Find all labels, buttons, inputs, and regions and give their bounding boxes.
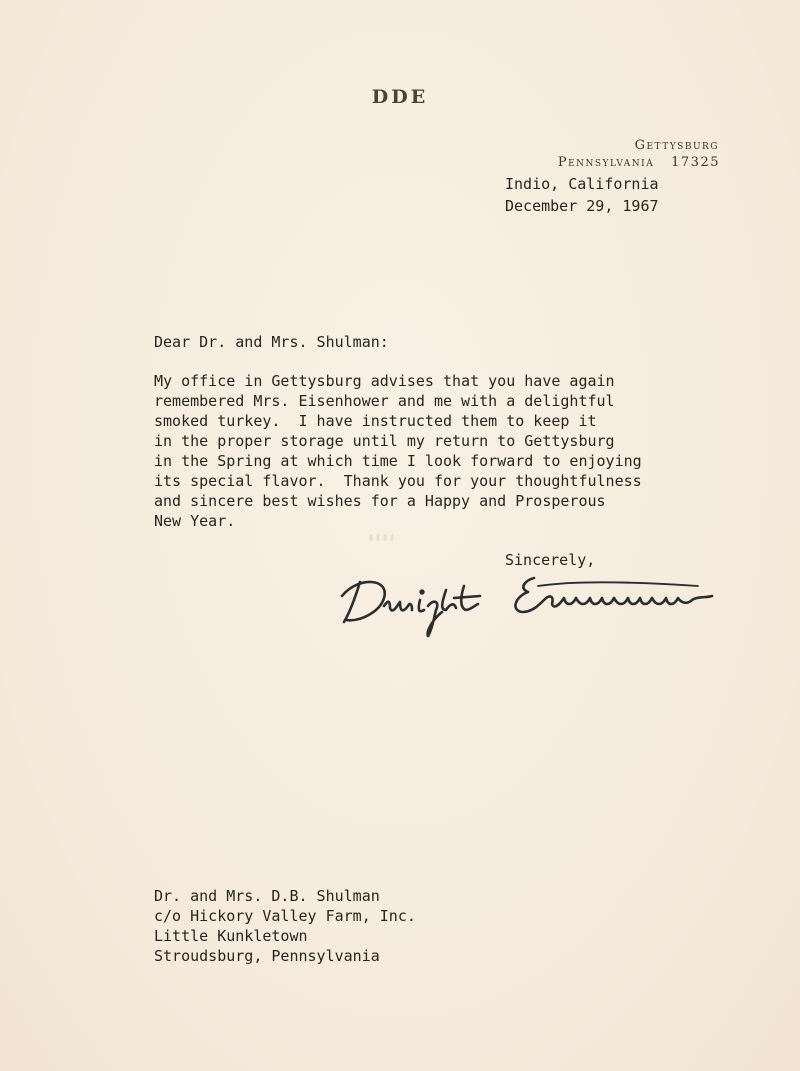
dateline-location: Indio, California [505,175,659,193]
faint-stamp-mark: ▮▮▮▮ [368,532,397,543]
dateline [505,173,659,217]
letterhead-city: Gettysburg [634,138,719,153]
closing: Sincerely, [505,551,596,569]
letterhead-state-zip [500,155,720,170]
body-line: smoked turkey. I have instructed them to keep it [154,412,597,430]
body-line: remembered Mrs. Eisenhower and me with a delightful [154,392,615,410]
body-line: My office in Gettysburg advises that you have again [154,372,615,390]
letterhead-zip: 17325 [671,155,720,170]
address-line: Dr. and Mrs. D.B. Shulman [154,887,380,905]
body-line: New Year. [154,512,236,530]
address-line: Stroudsburg, Pennsylvania [154,947,380,965]
recipient-address [154,886,416,966]
letterhead-monogram: DDE [371,86,429,108]
address-line: Little Kunkletown [154,927,308,945]
body-line: its special flavor. Thank you for your thoughtfulness [154,472,642,490]
letter-body [154,371,642,531]
letterhead-state: Pennsylvania [557,155,655,170]
body-line: and sincere best wishes for a Happy and Prosperous [154,492,606,510]
body-line: in the proper storage until my return to Gettysburg [154,432,615,450]
signature [338,560,758,640]
body-line: in the Spring at which time I look forward to enjoying [154,452,642,470]
salutation: Dear Dr. and Mrs. Shulman: [154,333,389,351]
dateline-date: December 29, 1967 [505,197,659,215]
address-line: c/o Hickory Valley Farm, Inc. [154,907,416,925]
